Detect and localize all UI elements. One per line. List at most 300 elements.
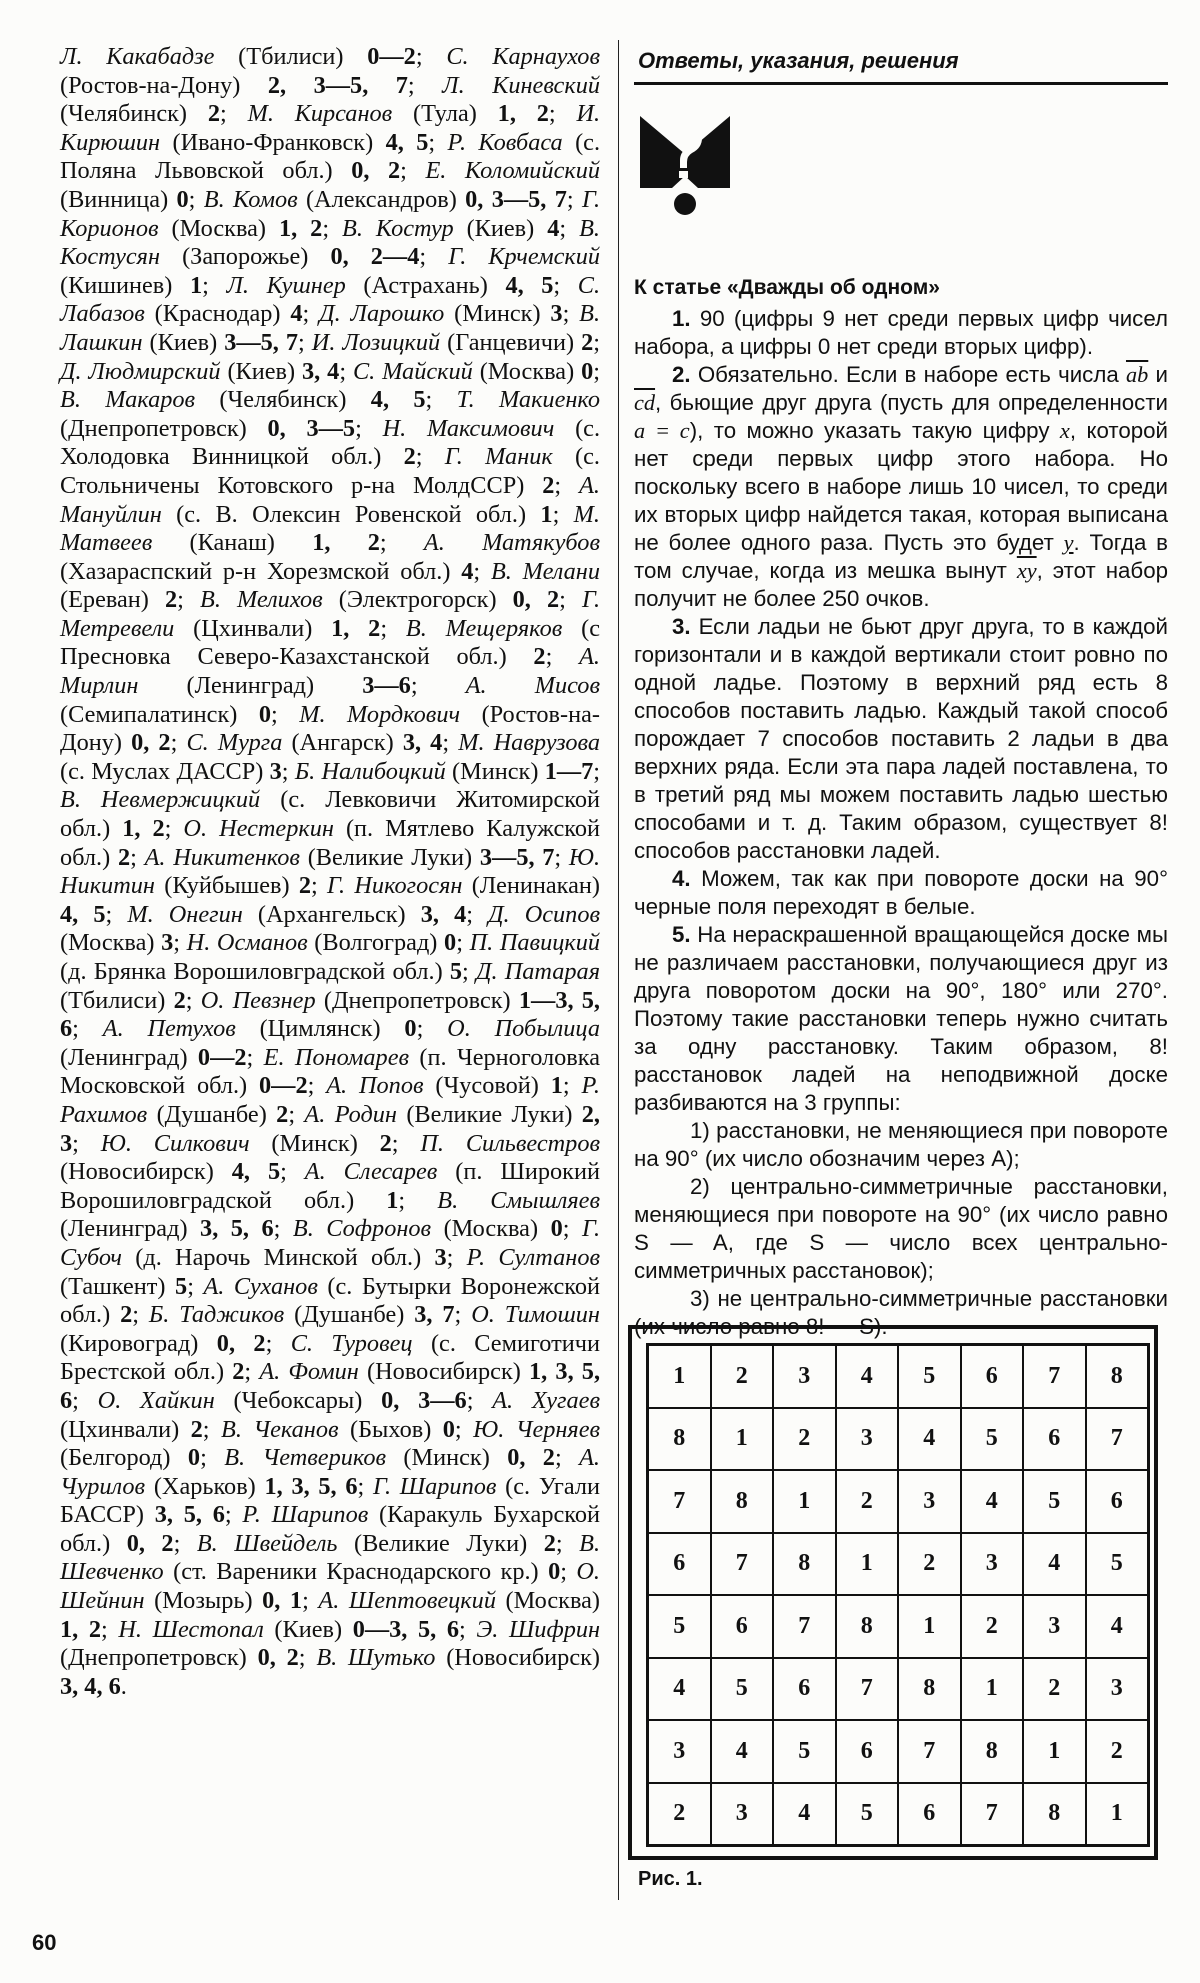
entry: А. Матякубов (Хазараспский р-н Хорезмской обл.) 4;	[60, 529, 600, 585]
answer-5: 5. На нераскрашенной вращающейся доске мы не различаем расстановки, получающиеся друг из друга поворотом доски на 90°, 180° или 270°. Поэтому такие расстановки теперь нужно считать за одну расстановку. Таким образом, 8! расстановок ладей на неподвижной доске разбиваются на 3 группы:	[634, 922, 1168, 1115]
entry-name: В. Швейдель	[196, 1529, 338, 1557]
board-cell: 3	[836, 1408, 899, 1471]
entry-name: Ю. Никитин	[60, 843, 601, 900]
entry-scores: 3, 4	[420, 900, 467, 928]
answer-1: 1. 90 (цифры 9 нет среди первых цифр чисел набора, а цифры 0 нет среди вторых цифр).	[634, 306, 1168, 359]
entry-scores: 0	[187, 1444, 201, 1472]
entry-place: (Ганцевичи)	[447, 328, 575, 356]
entry-name: И. Лозицкий	[311, 328, 441, 356]
entry-place: (с. Левковичи Житомирской обл.)	[60, 786, 601, 843]
entry: Р. Рахимов (Душанбе) 2;	[60, 1072, 600, 1128]
entry-scores: 3	[550, 300, 563, 328]
entry-place: (Ленинград)	[60, 1215, 188, 1243]
board-cell: 3	[648, 1720, 711, 1783]
entry: М. Матвеев (Канаш) 1, 2;	[60, 500, 600, 557]
entry-name: А. Попов	[326, 1072, 424, 1100]
board-cell: 1	[711, 1408, 774, 1471]
entry-scores: 0, 2	[216, 1329, 266, 1357]
entry-name: С. Туровец	[290, 1329, 413, 1357]
answer-5-item-1: 1) расстановки, не меняющиеся при повороте на 90° (их число обозначим через A);	[634, 1118, 1168, 1171]
entry: В. Софронов (Москва) 0;	[292, 1215, 582, 1243]
entry-scores: 0, 2	[507, 1444, 555, 1472]
board-cell: 1	[773, 1470, 836, 1533]
entry-scores: 2, 3—5, 7	[267, 71, 408, 99]
entry-name: Р. Ковбаса	[447, 128, 563, 156]
entry: В. Шевченко (ст. Вареники Краснодарского кр.) 0;	[60, 1529, 601, 1586]
entry-scores: 2	[542, 471, 555, 499]
entry: Г. Метревели (Цхинвали) 1, 2;	[60, 586, 601, 642]
board-cell: 1	[1023, 1720, 1086, 1783]
entry-place: (Тбилиси)	[238, 43, 344, 70]
entry-scores: 2	[190, 1415, 203, 1443]
entry-place: (Новосибирск)	[367, 1358, 521, 1386]
entry-scores: 0	[258, 700, 271, 728]
entry-place: (Ивано-Франковск)	[172, 128, 374, 156]
entry-scores: 0, 3—6	[381, 1386, 467, 1414]
board-cell: 6	[961, 1345, 1024, 1408]
entry-place: (с. Поляна Львовской обл.)	[60, 128, 601, 185]
board-cell: 6	[648, 1533, 711, 1596]
entry-scores: 3, 4	[302, 357, 340, 385]
entry-scores: 2	[173, 986, 186, 1014]
entry: Г. Корионов (Москва) 1, 2;	[60, 185, 601, 242]
entry-scores: 1, 2	[497, 100, 549, 128]
board-cell: 1	[898, 1595, 961, 1658]
entry-name: В. Шутько	[316, 1644, 436, 1672]
entry-name: М. Онегин	[127, 900, 243, 928]
entry-place: (Минск)	[454, 300, 541, 328]
entry: Н. Максимович (с. Холодовка Винницкой обл.) 2;	[60, 414, 601, 471]
board-cell: 2	[1023, 1658, 1086, 1721]
entry-scores: 2, 3	[60, 1100, 601, 1157]
entry: М. Кирсанов (Тула) 1, 2;	[247, 100, 577, 128]
entry-place: (Цхинвали)	[60, 1415, 180, 1443]
board-cell: 5	[1023, 1470, 1086, 1533]
entry-name: Ю. Черняев	[473, 1415, 601, 1443]
entry: Д. Осипов (Москва) 3;	[60, 900, 601, 957]
entry-name: Д. Патарая	[476, 958, 601, 985]
entry-name: Б. Налибоцкий	[294, 757, 446, 785]
entry: Р. Шарипов (Каракуль Бухарской обл.) 0, 2;	[60, 1501, 600, 1557]
answer-4: 4. Можем, так как при повороте доски на 90° черные поля переходят в белые.	[634, 866, 1169, 919]
entry: Р. Султанов (Ташкент) 5;	[60, 1243, 601, 1300]
entry-name: С. Майский	[352, 357, 473, 385]
board-cell: 8	[898, 1658, 961, 1721]
board-cell: 6	[836, 1720, 899, 1783]
entry-place: (Ангарск)	[291, 729, 394, 757]
entry: Е. Коломийский (Винница) 0;	[60, 157, 601, 213]
latin-square-board	[646, 1343, 1150, 1847]
entry-scores: 3	[434, 1243, 447, 1271]
entry: О. Нестеркин (п. Мятлево Калужской обл.) 2;	[60, 815, 600, 871]
entry-scores: 2	[232, 1358, 245, 1386]
entry: А. Никитенков (Великие Луки) 3—5, 7;	[144, 843, 569, 871]
entry-place: (Белгород)	[60, 1444, 171, 1472]
entry: В. Мелани (Ереван) 2;	[60, 557, 600, 614]
entry-scores: 2	[298, 872, 312, 900]
entry-name: Г. Метревели	[60, 586, 601, 642]
board-cell: 4	[836, 1345, 899, 1408]
board-cell: 7	[648, 1470, 711, 1533]
entry-name: С. Лабазов	[60, 271, 601, 328]
entry: В. Лашкин (Киев) 3—5, 7;	[60, 300, 601, 356]
entry-place: (Ташкент)	[60, 1272, 166, 1300]
entry-scores: 0, 2	[351, 157, 401, 185]
entry-scores: 1, 2	[331, 614, 381, 642]
entry-scores: 0, 2	[512, 586, 560, 614]
entry-name: В. Комов	[203, 185, 298, 213]
board-cell: 7	[711, 1533, 774, 1596]
entry-place: (ст. Вареники Краснодарского кр.)	[173, 1558, 539, 1586]
entry-place: (Ленинград)	[60, 1043, 188, 1071]
entry-name: Г. Никогосян	[327, 872, 463, 900]
entry-name: А. Матякубов	[423, 529, 600, 557]
entry-name: В. Мелихов	[200, 586, 323, 614]
entry-name: Б. Таджиков	[148, 1301, 285, 1329]
entry-scores: 1—7	[544, 757, 594, 785]
entry-scores: 1	[550, 1072, 563, 1100]
entry-place: (Волгоград)	[314, 929, 438, 957]
entry-name: А. Слесарев	[304, 1158, 438, 1186]
entry-scores: 3, 4	[402, 729, 443, 757]
entry-scores: 5	[175, 1272, 188, 1300]
entry: В. Чеканов (Быхов) 0;	[220, 1415, 474, 1443]
entry-name: Л. Кушнер	[226, 271, 346, 299]
entry: А. Мануйлин (с. В. Олексин Ровенской обл.) 1;	[60, 471, 601, 528]
entry-scores: 3, 5, 6	[200, 1215, 274, 1243]
entry: В. Костур (Киев) 4;	[342, 214, 580, 242]
entry-scores: 0—2	[197, 1043, 247, 1071]
entry-name: А. Мисов	[465, 672, 600, 700]
entry-place: (п. Черноголовка Московской обл.)	[60, 1043, 600, 1100]
board-cell: 5	[836, 1783, 899, 1846]
entry-name: А. Хугаев	[492, 1386, 600, 1414]
board-cell: 7	[773, 1595, 836, 1658]
entry-place: (с. В. Олексин Ровенской обл.)	[176, 500, 527, 528]
entry-name: С. Карнаухов	[446, 43, 600, 70]
entry-scores: 1	[540, 500, 553, 528]
entry-place: (Минск)	[271, 1129, 358, 1157]
entry: Д. Ларошко (Минск) 3;	[319, 300, 580, 328]
entry-place: (Челябинск)	[219, 386, 347, 414]
entry-scores: 4, 5	[370, 386, 426, 414]
entry-name: В. Макаров	[60, 386, 196, 414]
entry-scores: 5	[449, 958, 463, 985]
answer-5-item-3: 3) не центрально-симметричные расстановки (их число равно 8! — S).	[634, 1286, 1168, 1339]
entry: М. Мордкович (Ростов-на-Дону) 0, 2;	[60, 700, 600, 757]
entry-scores: 2	[403, 443, 416, 471]
entry-place: (Хазараспский р-н Хорезмской обл.)	[60, 557, 451, 585]
board-cell: 8	[773, 1533, 836, 1596]
section-rule	[634, 82, 1168, 85]
entry-name: М. Мордкович	[299, 700, 461, 728]
entry-place: (Куйбышев)	[164, 872, 290, 900]
entry-scores: 4	[290, 300, 303, 328]
entry-name: А. Мануйлин	[60, 471, 601, 528]
entry-place: (Ленинакан)	[471, 872, 600, 900]
entry-name: О. Шейнин	[60, 1558, 601, 1615]
entry-scores: 0—2	[367, 43, 416, 70]
board-cell: 8	[836, 1595, 899, 1658]
entry-place: (Москва)	[505, 1587, 601, 1615]
entry-place: (Цхинвали)	[193, 614, 313, 642]
board-cell: 5	[773, 1720, 836, 1783]
board-cell: 2	[648, 1783, 711, 1846]
entry-name: В. Смышляев	[437, 1186, 600, 1214]
entries-list	[60, 43, 600, 1701]
board-cell: 8	[1086, 1345, 1149, 1408]
entry-place: (Минск)	[403, 1444, 490, 1472]
entry-scores: 4, 5	[231, 1158, 281, 1186]
entry-scores: 0, 2	[131, 729, 171, 757]
entry-place: (с. Угали БАССР)	[60, 1472, 601, 1529]
section-title: Ответы, указания, решения	[638, 48, 959, 73]
entry-name: Е. Пономарев	[263, 1043, 410, 1071]
entry-scores: 0	[581, 357, 594, 385]
entry: А. Петухов (Цимлянск) 0;	[102, 1015, 448, 1043]
board-cell: 8	[648, 1408, 711, 1471]
entry-name: Ю. Силкович	[100, 1129, 250, 1157]
entry: В. Комов (Александров) 0, 3—5, 7;	[203, 185, 582, 213]
entry-name: С. Мурга	[186, 729, 283, 757]
entry-place: (Тула)	[413, 100, 477, 128]
entry: А. Чурилов (Харьков) 1, 3, 5, 6;	[60, 1444, 601, 1500]
entry-place: (Винница)	[60, 185, 169, 213]
entry-scores: 0, 2—4	[330, 243, 420, 271]
entry-place: (Душанбе)	[156, 1100, 267, 1128]
entry-name: А. Петухов	[102, 1015, 236, 1043]
entry-place: (Архангельск)	[257, 900, 406, 928]
article-title: К статье «Дважды об одном»	[634, 276, 940, 299]
page-number: 60	[32, 1930, 57, 1955]
board-cell: 2	[961, 1595, 1024, 1658]
entry: М. Наврузова (с. Муслах ДАССР) 3;	[60, 729, 601, 785]
entry-name: В. Костусян	[60, 214, 600, 271]
entry-scores: 0	[176, 185, 189, 213]
entry-scores: 1—3, 5, 6	[60, 986, 601, 1043]
entry-name: О. Побылица	[447, 1015, 600, 1043]
entry-place: (Днепропетровск)	[60, 414, 247, 442]
board-cell: 5	[711, 1658, 774, 1721]
entry-scores: 3	[269, 757, 282, 785]
entry: В. Смышляев (Ленинград) 3, 5, 6;	[60, 1186, 600, 1243]
entry-scores: 2	[533, 643, 546, 671]
entry-place: (п. Мятлево Калужской обл.)	[60, 815, 600, 871]
entry-place: (Электрогорск)	[338, 586, 497, 614]
entry: О. Певзнер (Днепропетровск) 1—3, 5, 6;	[60, 986, 601, 1043]
entry-scores: 0, 3—5, 7	[465, 185, 567, 213]
entry-scores: 2	[117, 843, 131, 871]
entry-place: (с. Семиготичи Брестской обл.)	[60, 1329, 600, 1386]
entry-scores: 3, 7	[414, 1301, 455, 1329]
board-cell: 8	[1023, 1783, 1086, 1846]
board-cell: 3	[898, 1470, 961, 1533]
answer-5-item-2: 2) центрально-симметричные расстановки, меняющиеся при повороте на 90° (их число равно S — A, где S — число всех центрально-симметричных расстановок);	[634, 1174, 1168, 1283]
entry: В. Костусян (Запорожье) 0, 2—4;	[60, 214, 600, 271]
board-cell: 7	[1086, 1408, 1149, 1471]
board-cell: 4	[1023, 1533, 1086, 1596]
entry-scores: 1, 2	[278, 214, 323, 242]
entry-name: Д. Ларошко	[319, 300, 445, 328]
entry: В. Швейдель (Великие Луки) 2;	[196, 1529, 580, 1557]
entry: Г. Шарипов (с. Угали БАССР) 3, 5, 6;	[60, 1472, 601, 1529]
entry-name: О. Певзнер	[200, 986, 316, 1014]
board-cell: 5	[898, 1345, 961, 1408]
board-cell: 7	[898, 1720, 961, 1783]
entry: Л. Какабадзе (Тбилиси) 0—2;	[60, 43, 447, 70]
entry: Н. Османов (Волгоград) 0;	[186, 929, 470, 957]
entry-place: (Краснодар)	[154, 300, 281, 328]
entry: Д. Патарая (Тбилиси) 2;	[60, 958, 601, 1014]
entry-name: В. Софронов	[292, 1215, 432, 1243]
board-cell: 6	[898, 1783, 961, 1846]
board-cell: 5	[1086, 1533, 1149, 1596]
answers-text	[634, 305, 1168, 1341]
entry-name: Л. Киневский	[442, 71, 600, 99]
entry: Э. Шифрин (Днепропетровск) 0, 2;	[60, 1615, 601, 1672]
entry-name: М. Наврузова	[458, 729, 601, 757]
entry-place: (Москва)	[60, 929, 155, 957]
entry-name: М. Кирсанов	[247, 100, 393, 128]
entry: А. Шептовецкий (Москва) 1, 2;	[60, 1587, 601, 1643]
entry-scores: 1, 3, 5, 6	[264, 1472, 358, 1500]
entry-name: В. Мелани	[490, 557, 600, 585]
figure-frame	[628, 1325, 1158, 1860]
entry: С. Туровец (с. Семиготичи Брестской обл.) 2;	[60, 1329, 600, 1386]
entry-place: (с. Бутырки Воронежской обл.)	[60, 1272, 600, 1329]
board-cell: 3	[961, 1533, 1024, 1596]
entry-place: (д. Нарочь Минской обл.)	[135, 1243, 422, 1271]
entry-scores: 1, 2	[60, 1615, 101, 1643]
entry-name: В. Мещеряков	[405, 614, 563, 642]
entry-scores: 4, 5	[505, 271, 554, 299]
entry-name: В. Невмержицкий	[60, 786, 261, 814]
entry-name: Л. Какабадзе	[60, 43, 215, 70]
board-cell: 5	[961, 1408, 1024, 1471]
entry-name: Р. Рахимов	[60, 1072, 600, 1128]
entry-place: (Чусовой)	[435, 1072, 539, 1100]
entry: В. Невмержицкий (с. Левковичи Житомирской обл.) 1, 2;	[60, 786, 601, 843]
entry: И. Кирюшин (Ивано-Франковск) 4, 5;	[60, 100, 601, 156]
entry-place: (Великие Луки)	[307, 843, 473, 871]
board-cell: 1	[1086, 1783, 1149, 1846]
board-cell: 4	[961, 1470, 1024, 1533]
question-mark-logo-icon	[640, 116, 730, 216]
board-cell: 1	[648, 1345, 711, 1408]
entry-place: (Александров)	[305, 185, 457, 213]
entry-name: В. Четвериков	[224, 1444, 387, 1472]
answer-3: 3. Если ладьи не бьют друг друга, то в каждой горизонтали и в каждой вертикали стоит ровно по одной ладье. Поэтому в верхний ряд есть 8 способов поставить ладью. Каждый такой способ порождает 7 способов поставить 2 ладьи в два верхних ряда. Если эта пара ладей поставлена, то в третий ряд мы можем поставить ладью шестью способами и т. д. Таким образом, существует 8! способов расстановки ладей.	[634, 614, 1169, 863]
entry-name: А. Шептовецкий	[318, 1587, 496, 1615]
board-cell: 2	[898, 1533, 961, 1596]
board-cell: 2	[1086, 1720, 1149, 1783]
board-cell: 4	[773, 1783, 836, 1846]
entry-name: Г. Шарипов	[373, 1472, 497, 1500]
entry: О. Побылица (Ленинград) 0—2;	[60, 1015, 600, 1071]
entry: М. Онегин (Архангельск) 3, 4;	[127, 900, 489, 928]
entry-place: (Новосибирск)	[446, 1644, 601, 1672]
entry-name: А. Родин	[304, 1100, 397, 1128]
entry-scores: 3—5, 7	[224, 328, 299, 356]
entry-place: (с Пресновка Северо-Казахстанской обл.)	[60, 614, 601, 671]
entry: Г. Никогосян (Ленинакан) 4, 5;	[60, 872, 600, 928]
entry-name: В. Лашкин	[60, 300, 601, 356]
entry-scores: 0, 2	[126, 1529, 174, 1557]
entry-scores: 2	[276, 1100, 289, 1128]
entry: Л. Киневский (Челябинск) 2;	[60, 71, 600, 128]
entry-name: И. Кирюшин	[60, 100, 601, 156]
entry: О. Шейнин (Мозырь) 0, 1;	[60, 1558, 601, 1615]
board-cell: 7	[836, 1658, 899, 1721]
entry: А. Попов (Чусовой) 1;	[326, 1072, 582, 1100]
entry-name: О. Хайкин	[97, 1386, 215, 1414]
entry-name: А. Фомин	[259, 1358, 359, 1386]
entry: Б. Таджиков (Душанбе) 3, 7;	[148, 1301, 472, 1329]
entry: А. Слесарев (п. Широкий Ворошиловградской обл.) 1;	[60, 1158, 600, 1214]
entry-name: Г. Маник	[444, 443, 553, 471]
entry-place: (Харьков)	[153, 1472, 256, 1500]
entry: Г. Субоч (д. Нарочь Минской обл.) 3;	[60, 1215, 601, 1271]
entry-scores: 3—6	[362, 672, 411, 700]
entry-scores: 0	[442, 1415, 455, 1443]
entry-name: Т. Макиенко	[456, 386, 601, 414]
board-cell: 6	[1023, 1408, 1086, 1471]
entry-place: (Новосибирск)	[60, 1158, 214, 1186]
entry: В. Четвериков (Минск) 0, 2;	[224, 1444, 580, 1472]
entry: Ю. Никитин (Куйбышев) 2;	[60, 843, 601, 900]
board-cell: 6	[1086, 1470, 1149, 1533]
entry-scores: 2	[165, 586, 178, 614]
entry: С. Мурга (Ангарск) 3, 4;	[186, 729, 459, 757]
board-cell: 3	[1023, 1595, 1086, 1658]
entry-scores: 0	[404, 1015, 417, 1043]
entry-name: А. Мирлин	[60, 643, 600, 700]
board-cell: 8	[961, 1720, 1024, 1783]
entry-scores: 3, 5, 6	[154, 1501, 225, 1529]
entry: В. Шутько (Новосибирск) 3, 4, 6.	[60, 1644, 601, 1700]
entry-place: (Астрахань)	[363, 271, 488, 299]
entry: Т. Макиенко (Днепропетровск) 0, 3—5;	[60, 386, 601, 442]
entry: В. Макаров (Челябинск) 4, 5;	[60, 386, 457, 414]
entry: А. Мисов (Семипалатинск) 0;	[60, 672, 600, 728]
entry-scores: 1	[189, 271, 203, 299]
entry-scores: 0, 1	[262, 1587, 303, 1615]
entry-name: М. Матвеев	[60, 500, 600, 557]
entry-scores: 4	[547, 214, 560, 242]
board-cell: 4	[648, 1658, 711, 1721]
entry-scores: 2	[581, 328, 594, 356]
entry-scores: 1, 2	[122, 815, 165, 843]
entry-name: В. Шевченко	[60, 1529, 601, 1586]
entry-scores: 3	[161, 929, 174, 957]
entry-name: А. Суханов	[203, 1272, 318, 1300]
entry-name: Н. Максимович	[382, 414, 555, 442]
board-cell: 5	[648, 1595, 711, 1658]
entry-place: (Ростов-на-Дону)	[60, 71, 241, 99]
entry: А. Фомин (Новосибирск) 1, 3, 5, 6;	[60, 1358, 601, 1414]
entry-scores: 0	[548, 1558, 561, 1586]
board-cell: 3	[773, 1345, 836, 1408]
board-cell: 6	[711, 1595, 774, 1658]
entry-name: П. Сильвестров	[420, 1129, 601, 1157]
entry-place: (д. Брянка Ворошиловградской обл.)	[60, 958, 443, 985]
entry-place: (Челябинск)	[60, 100, 188, 128]
entry: О. Тимошин (Кировоград) 0, 2;	[60, 1301, 600, 1357]
board-cell: 8	[711, 1470, 774, 1533]
entry-name: В. Чеканов	[220, 1415, 339, 1443]
entry: А. Суханов (с. Бутырки Воронежской обл.) 2;	[60, 1272, 600, 1329]
board-cell: 3	[1086, 1658, 1149, 1721]
